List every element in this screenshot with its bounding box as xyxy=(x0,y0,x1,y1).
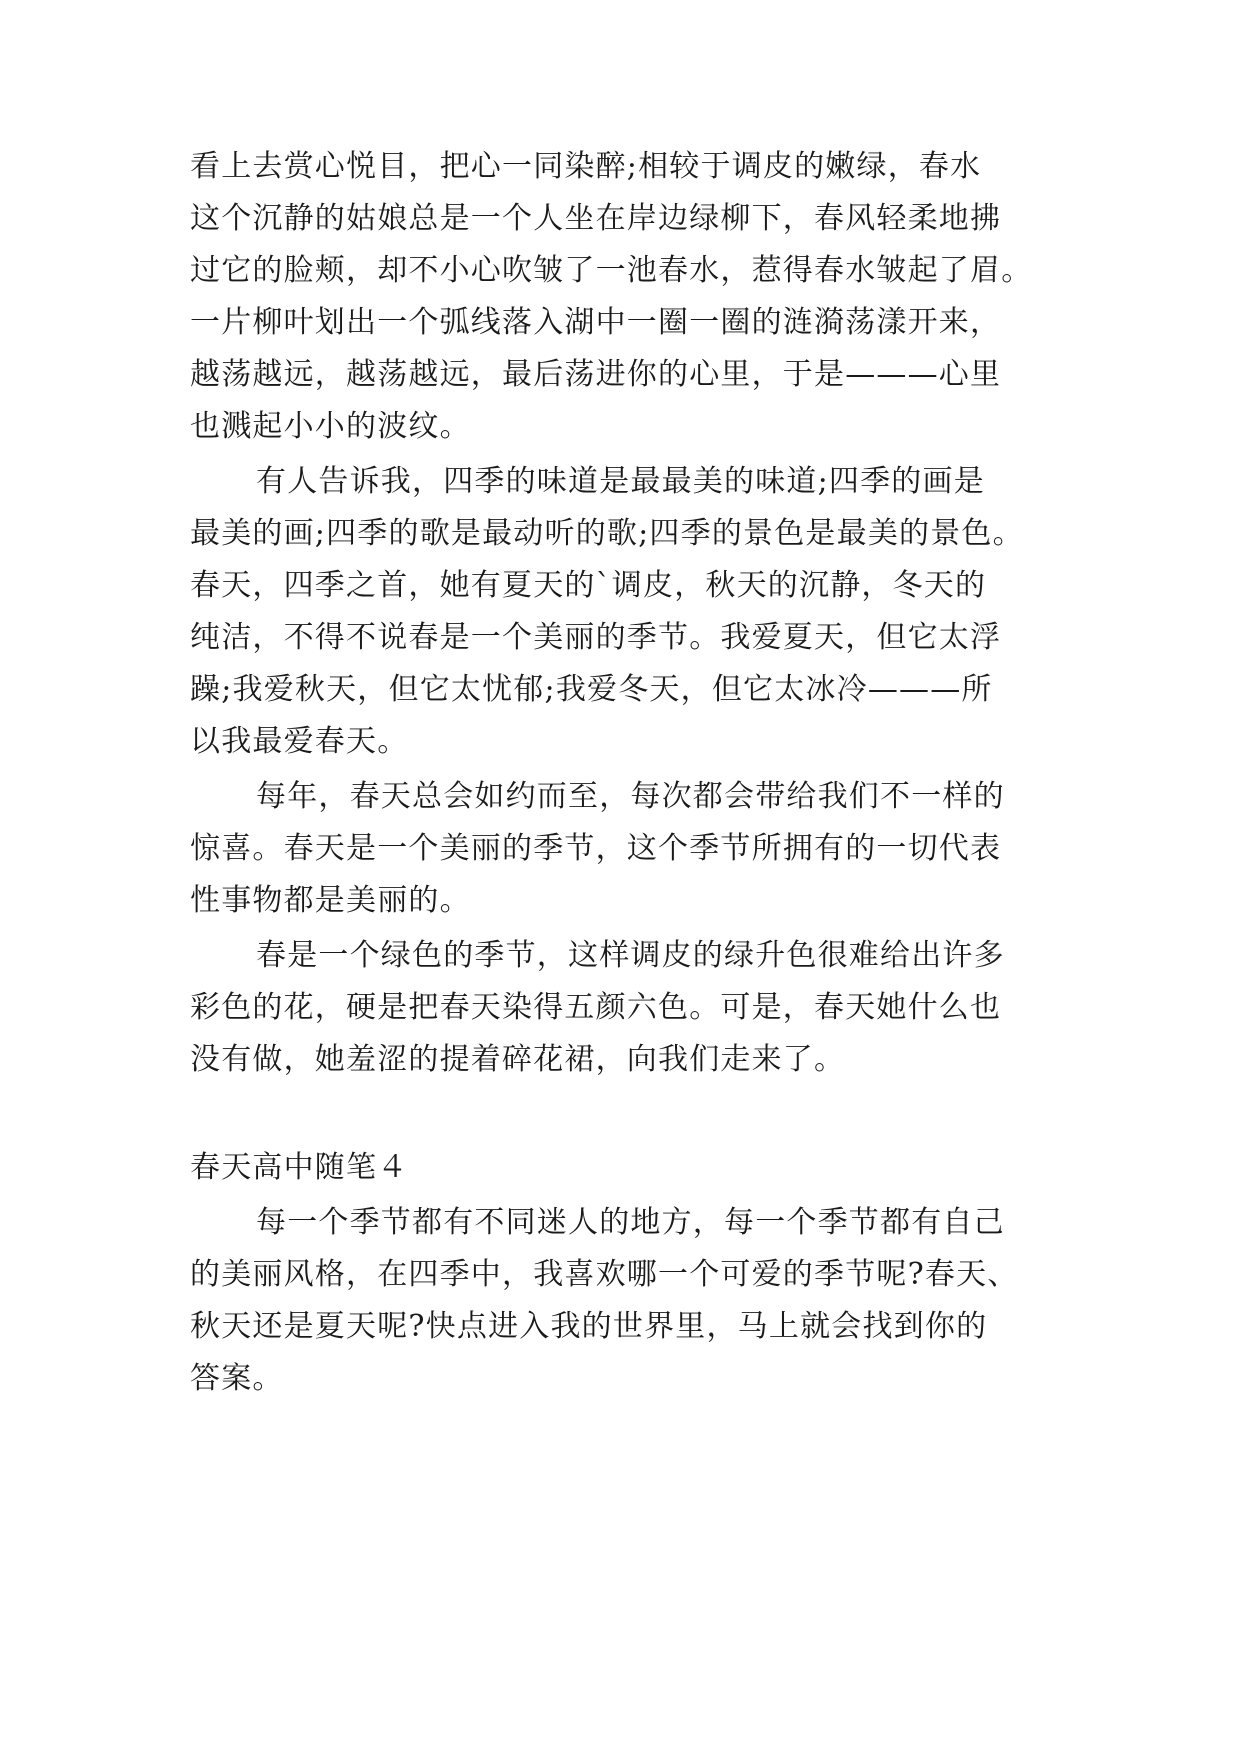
paragraph-line: 答案。 xyxy=(190,1361,284,1396)
paragraph-line: 性事物都是美丽的。 xyxy=(190,883,471,918)
paragraph-line: 没有做，她羞涩的提着碎花裙，向我们走来了。 xyxy=(190,1042,846,1077)
paragraph-line: 躁;我爱秋天，但它太忧郁;我爱冬天，但它太冰冷———所 xyxy=(190,672,993,707)
paragraph-line: 看上去赏心悦目，把心一同染醉;相较于调皮的嫩绿，春水 xyxy=(190,149,982,184)
paragraph-line: 每一个季节都有不同迷人的地方，每一个季节都有自己 xyxy=(256,1205,1005,1240)
paragraph-line: 越荡越远，越荡越远，最后荡进你的心里，于是———心里 xyxy=(190,357,1002,392)
paragraph-line: 也溅起小小的波纹。 xyxy=(190,409,471,444)
paragraph-line: 这个沉静的姑娘总是一个人坐在岸边绿柳下，春风轻柔地拂 xyxy=(190,201,1002,236)
paragraph-line: 过它的脸颊，却不小心吹皱了一池春水，惹得春水皱起了眉。 xyxy=(190,253,1033,288)
paragraph-line: 的美丽风格，在四季中，我喜欢哪一个可爱的季节呢?春天、 xyxy=(190,1257,1019,1292)
paragraph-line: 春天，四季之首，她有夏天的`调皮，秋天的沉静，冬天的 xyxy=(190,568,987,603)
section-heading: 春天高中随笔４ xyxy=(190,1150,409,1185)
paragraph-line: 以我最爱春天。 xyxy=(190,724,409,759)
paragraph-line: 有人告诉我，四季的味道是最最美的味道;四季的画是 xyxy=(256,464,985,499)
paragraph-line: 每年，春天总会如约而至，每次都会带给我们不一样的 xyxy=(256,779,1005,814)
paragraph-line: 惊喜。春天是一个美丽的季节，这个季节所拥有的一切代表 xyxy=(190,831,1002,866)
paragraph-line: 纯洁，不得不说春是一个美丽的季节。我爱夏天，但它太浮 xyxy=(190,620,1002,655)
paragraph-line: 最美的画;四季的歌是最动听的歌;四季的景色是最美的景色。 xyxy=(190,516,1024,551)
paragraph-line: 彩色的花，硬是把春天染得五颜六色。可是，春天她什么也 xyxy=(190,990,1002,1025)
paragraph-line: 一片柳叶划出一个弧线落入湖中一圈一圈的涟漪荡漾开来， xyxy=(190,305,1002,340)
paragraph-line: 春是一个绿色的季节，这样调皮的绿升色很难给出许多 xyxy=(256,938,1005,973)
paragraph-line: 秋天还是夏天呢?快点进入我的世界里，马上就会找到你的 xyxy=(190,1309,988,1344)
